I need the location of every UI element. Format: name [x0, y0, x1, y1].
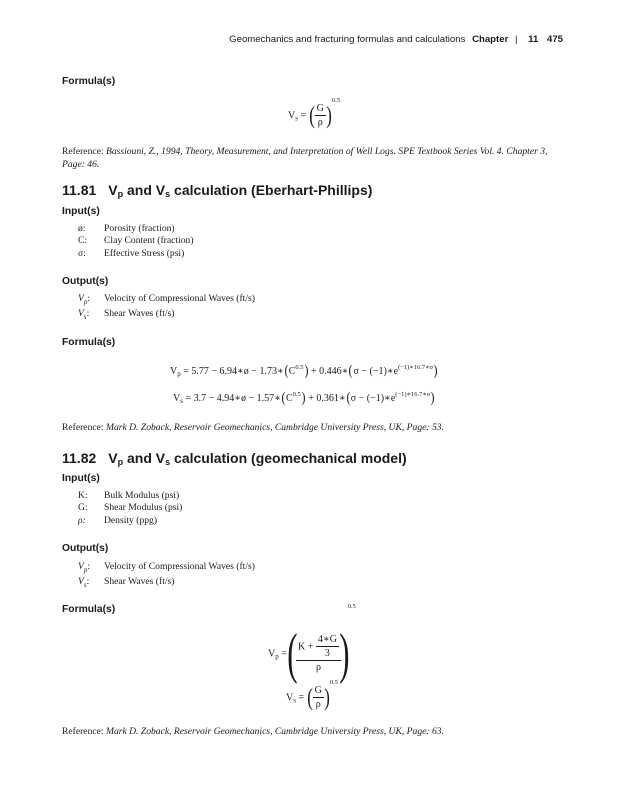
formula-bulk-modulus: K +: [298, 641, 314, 653]
output-symbol-sub: s: [83, 313, 87, 322]
right-paren: ): [324, 685, 330, 711]
right-paren: ): [433, 363, 438, 379]
left-paren: (: [281, 390, 286, 406]
formula-lhs: V: [170, 365, 178, 377]
output-colon: :: [86, 576, 90, 588]
formula-eq: =: [300, 110, 307, 122]
output-description: Velocity of Compressional Waves (ft/s): [104, 561, 255, 572]
list-item: [78, 248, 194, 260]
formula-lhs: V: [268, 648, 276, 660]
reference-top: [62, 145, 562, 171]
reference-label: Reference:: [62, 422, 104, 433]
formula-clay-exp: 0.5: [295, 363, 304, 371]
input-symbol: ø:: [78, 223, 86, 234]
input-symbol: ρ:: [78, 514, 86, 526]
left-paren: (: [287, 623, 298, 685]
formula-body: + 0.361∗: [308, 392, 346, 404]
output-symbol: V: [78, 576, 84, 588]
section-title-sub: s: [165, 457, 171, 467]
list-item: [78, 490, 182, 502]
section-number: 11.82: [62, 450, 97, 466]
output-symbol: V: [78, 561, 84, 572]
formula-clay-exp: 0.5: [292, 390, 301, 398]
left-paren: (: [284, 363, 289, 379]
list-item: [78, 515, 182, 527]
output-colon: :: [87, 561, 91, 572]
fraction: [313, 686, 324, 710]
fraction-denominator: ρ: [317, 117, 323, 128]
list-item: [78, 235, 194, 247]
reference-text: Bassiouni, Z., 1994, Theory, Measurement, and Interpretation of Well Logs. SPE Textbook Series Vol. 4. Chapter 3, Page: 46.: [62, 146, 548, 170]
right-paren: ): [430, 390, 435, 406]
page-number: 475: [546, 34, 563, 45]
section-title-sub: p: [117, 189, 124, 199]
input-description: Bulk Modulus (psi): [104, 490, 180, 501]
left-paren: (: [348, 363, 353, 379]
output-symbol: V: [78, 293, 84, 304]
output-description: Shear Waves (ft/s): [104, 576, 175, 588]
input-list-11-82: [78, 490, 182, 527]
right-paren: ): [301, 390, 306, 406]
running-head-chapter-number: 11: [528, 34, 539, 45]
input-heading-11-82: Input(s): [62, 473, 100, 484]
formula-vs-geomechanical: [286, 679, 338, 711]
fraction-numerator: G: [314, 685, 322, 696]
input-symbol: σ:: [78, 247, 86, 259]
left-paren: (: [346, 390, 351, 406]
formula-lhs: V: [173, 392, 181, 404]
reference-text: Mark D. Zoback, Reservoir Geomechanics, Cambridge University Press, UK, Page: 53.: [105, 422, 444, 433]
inner-fraction-denominator: 3: [324, 648, 330, 659]
formula-vp-geomechanical: [268, 603, 356, 685]
fraction: [315, 104, 326, 128]
reference-label: Reference:: [62, 726, 104, 737]
output-symbol-sub: s: [83, 581, 87, 590]
formula-heading-11-81: Formula(s): [62, 337, 116, 348]
list-item: [78, 561, 255, 576]
section-title-part: and V: [123, 450, 166, 466]
list-item: [78, 223, 194, 235]
section-title-11-81: [62, 182, 372, 199]
left-paren: (: [306, 685, 313, 711]
fraction-numerator: G: [316, 103, 324, 114]
formula-exponent: 0.5: [331, 97, 340, 104]
formula-lhs-sub: s: [295, 114, 298, 123]
inner-fraction-numerator: 4∗G: [317, 634, 337, 645]
output-description: Shear Waves (ft/s): [104, 308, 175, 320]
formula-e-exp: (−1)∗16.7∗σ: [395, 390, 431, 398]
input-heading-11-81: Input(s): [62, 206, 100, 217]
outer-fraction: [296, 635, 341, 673]
formula-eq: =: [298, 692, 305, 704]
output-colon: :: [86, 308, 90, 320]
section-title-part: V: [108, 450, 118, 466]
input-description: Effective Stress (psi): [104, 247, 185, 259]
right-paren: ): [304, 363, 309, 379]
formula-body: = 3.7 − 4.94∗ø − 1.57∗: [185, 392, 281, 404]
formula-lhs: V: [286, 692, 294, 704]
formula-exponent: 0.5: [329, 679, 338, 686]
input-symbol: K:: [78, 490, 88, 501]
running-head-title: Geomechanics and fracturing formulas and calculations: [229, 34, 466, 45]
output-symbol: V: [78, 308, 84, 320]
formula-vs-eberhart-phillips: [173, 391, 435, 406]
section-title-part: calculation (Eberhart-Phillips): [170, 182, 373, 198]
running-head-chapter-label: Chapter: [472, 34, 509, 45]
reference-text: Mark D. Zoback, Reservoir Geomechanics, Cambridge University Press, UK, Page: 63.: [105, 726, 444, 737]
list-item: [78, 576, 255, 591]
formula-lhs-sub: p: [275, 652, 279, 661]
output-heading-11-81: Output(s): [62, 276, 109, 287]
outer-fraction-numerator: [296, 635, 341, 661]
reference-label: Reference:: [62, 146, 104, 157]
formula-exponent: 0.5: [347, 603, 356, 610]
output-list-11-82: [78, 561, 255, 592]
fraction-denominator: ρ: [315, 699, 321, 710]
input-symbol: G:: [78, 502, 88, 514]
input-description: Porosity (fraction): [104, 223, 175, 234]
formula-vs-shear-modulus-top: [288, 97, 340, 129]
input-description: Density (ppg): [104, 514, 158, 526]
running-head: [229, 34, 563, 45]
reference-11-82: [62, 725, 562, 738]
output-symbol-sub: p: [83, 565, 88, 574]
output-heading-11-82: Output(s): [62, 543, 109, 554]
output-list-11-81: [78, 293, 255, 324]
list-item: [78, 308, 255, 323]
formula-lhs: V: [288, 110, 296, 122]
section-number: 11.81: [62, 182, 97, 198]
input-description: Shear Modulus (psi): [104, 502, 183, 514]
formula-body: + 0.446∗: [311, 365, 349, 377]
outer-fraction-denominator: ρ: [315, 662, 321, 673]
formula-lhs-sub: s: [180, 396, 183, 405]
output-colon: :: [87, 293, 91, 304]
section-title-sub: s: [165, 189, 171, 199]
section-title-part: V: [108, 182, 118, 198]
formula-lhs-sub: p: [177, 369, 181, 378]
section-title-part: calculation (geomechanical model): [170, 450, 407, 466]
formula-body: = 5.77 − 6.94∗ø − 1.73∗: [183, 365, 284, 377]
formula-e-exp: (−1)∗16.7∗σ: [398, 363, 434, 371]
input-list-11-81: [78, 223, 194, 260]
reference-11-81: [62, 421, 562, 434]
right-paren: ): [339, 623, 350, 685]
right-paren: ): [326, 103, 332, 129]
section-title-11-82: [62, 450, 407, 467]
list-item: [78, 502, 182, 514]
formula-vp-eberhart-phillips: [170, 364, 438, 379]
formula-inner: σ − (−1)∗e: [353, 365, 399, 377]
input-symbol: C:: [78, 235, 88, 247]
inner-fraction: [316, 635, 339, 659]
formula-eq: =: [281, 648, 287, 660]
formula-inner: σ − (−1)∗e: [350, 392, 396, 404]
section-title-sub: p: [117, 457, 124, 467]
formula-clay: C: [288, 365, 296, 377]
formula-heading-11-82: Formula(s): [62, 604, 116, 615]
output-symbol-sub: p: [83, 297, 88, 306]
output-description: Velocity of Compressional Waves (ft/s): [104, 293, 255, 304]
running-head-separator: |: [514, 34, 518, 45]
section-title-part: and V: [123, 182, 166, 198]
input-description: Clay Content (fraction): [104, 235, 194, 247]
list-item: [78, 293, 255, 308]
formula-clay: C: [285, 392, 293, 404]
formula-heading-top: Formula(s): [62, 76, 116, 87]
left-paren: (: [308, 103, 315, 129]
formula-lhs-sub: s: [293, 696, 296, 705]
